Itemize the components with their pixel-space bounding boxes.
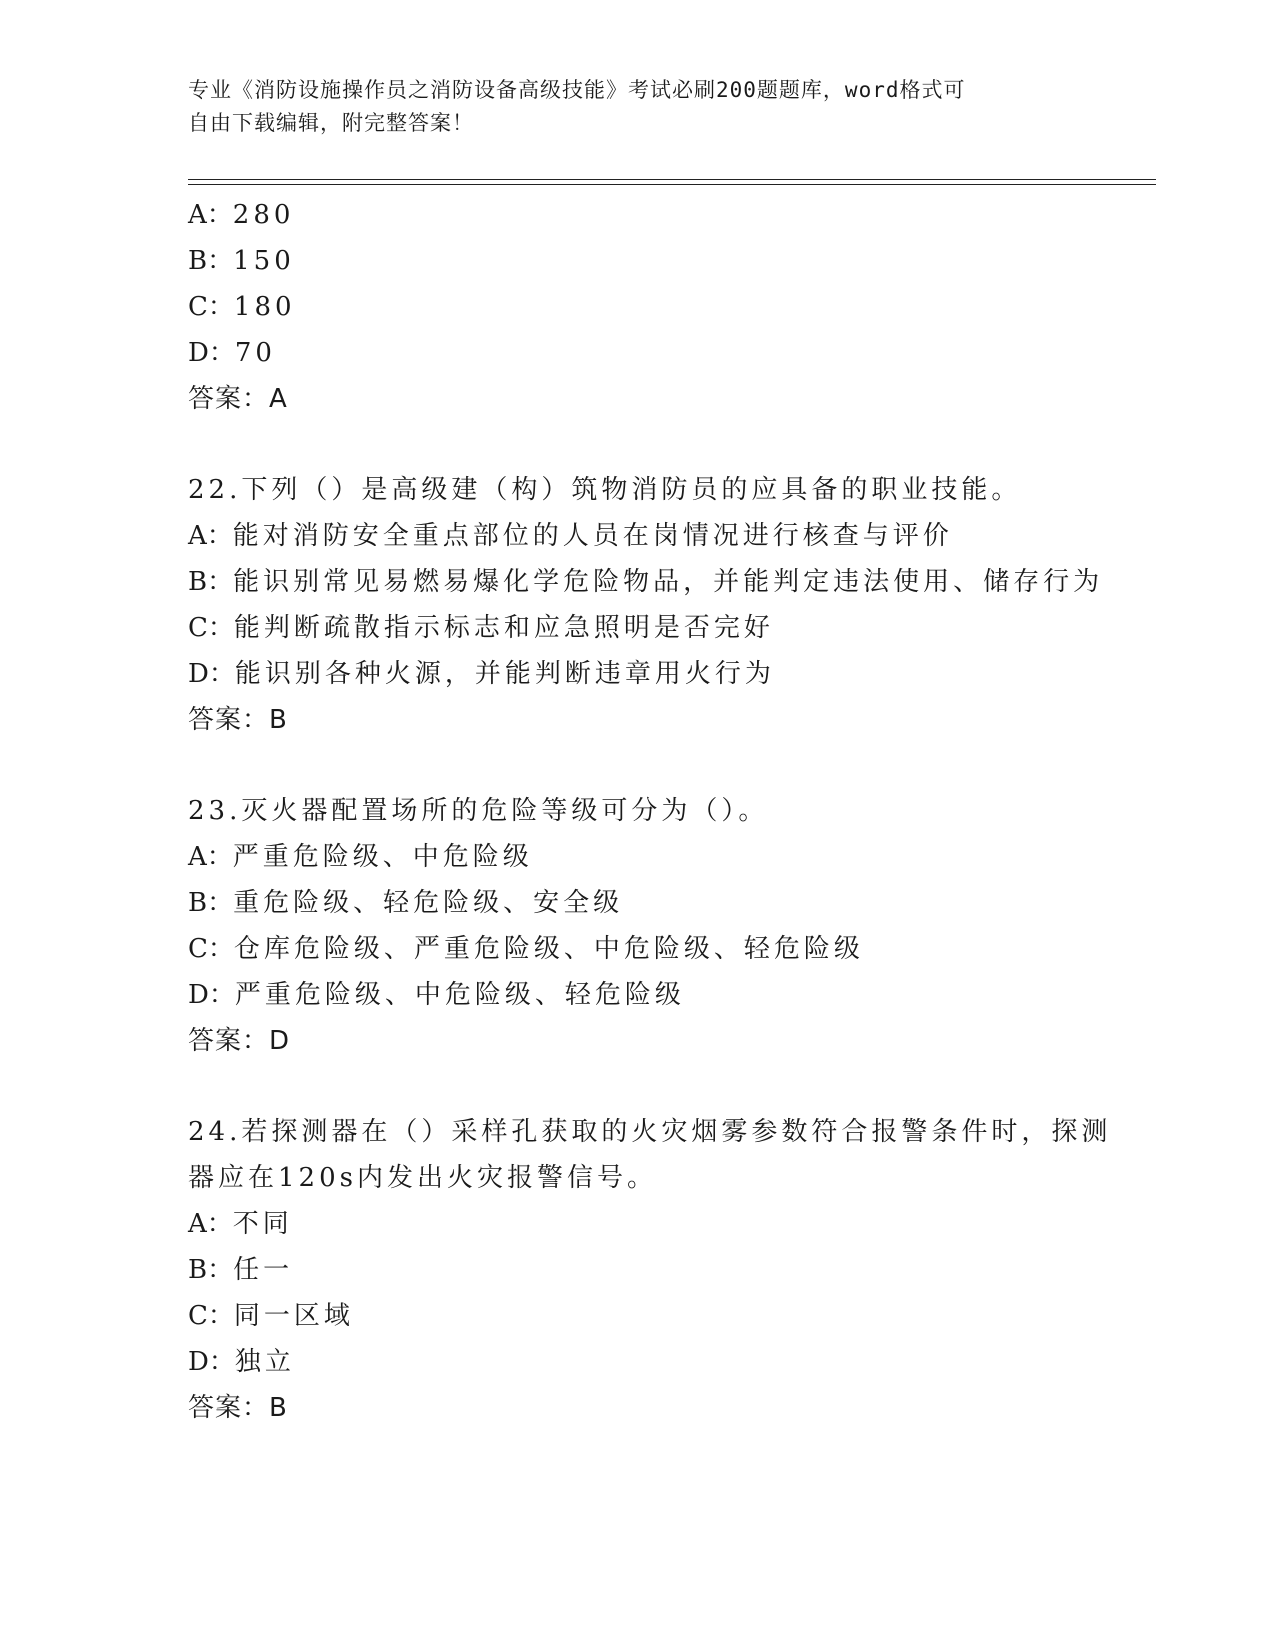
option-c: C：180 (188, 292, 296, 322)
option-b: B：150 (188, 246, 295, 276)
option-a: A：严重危险级、中危险级 (188, 842, 533, 872)
question-stem: 23.灭火器配置场所的危险等级可分为（）。 (188, 796, 769, 826)
option-c: C：仓库危险级、严重危险级、中危险级、轻危险级 (188, 934, 864, 964)
option-d: D：70 (188, 338, 276, 368)
option-d: D：能识别各种火源，并能判断违章用火行为 (188, 659, 775, 689)
question-stem: 22.下列（）是高级建（构）筑物消防员的应具备的职业技能。 (188, 475, 1022, 505)
document-header (188, 74, 1068, 140)
question-22 (188, 467, 1158, 743)
answer-line: 答案：D (188, 1026, 291, 1056)
option-a: A：能对消防安全重点部位的人员在岗情况进行核查与评价 (188, 521, 953, 551)
option-a: A：280 (188, 200, 295, 230)
header-title-line-1: 专业《消防设施操作员之消防设备高级技能》考试必刷200题题库，word格式可 (188, 78, 966, 102)
option-b: B：能识别常见易燃易爆化学危险物品，并能判定违法使用、储存行为 (188, 567, 1104, 597)
question-stem-line-2: 器应在120s内发出火灾报警信号。 (188, 1163, 657, 1193)
question-list (188, 192, 1158, 1431)
answer-line: 答案：A (188, 384, 288, 414)
question-24 (188, 1109, 1158, 1431)
question-stem-line-1: 24.若探测器在（）采样孔获取的火灾烟雾参数符合报警条件时，探测 (188, 1117, 1112, 1147)
option-c: C：能判断疏散指示标志和应急照明是否完好 (188, 613, 774, 643)
question-21-continued (188, 192, 1158, 422)
header-divider-bottom (188, 184, 1156, 185)
answer-line: 答案：B (188, 1393, 288, 1423)
option-c: C：同一区域 (188, 1301, 354, 1331)
option-b: B：重危险级、轻危险级、安全级 (188, 888, 624, 918)
header-title-line-2: 自由下载编辑，附完整答案！ (188, 111, 474, 135)
option-d: D：严重危险级、中危险级、轻危险级 (188, 980, 685, 1010)
option-b: B：任一 (188, 1255, 294, 1285)
option-a: A：不同 (188, 1209, 293, 1239)
answer-line: 答案：B (188, 705, 288, 735)
question-23 (188, 788, 1158, 1064)
option-d: D：独立 (188, 1347, 295, 1377)
header-divider-top (188, 179, 1156, 180)
